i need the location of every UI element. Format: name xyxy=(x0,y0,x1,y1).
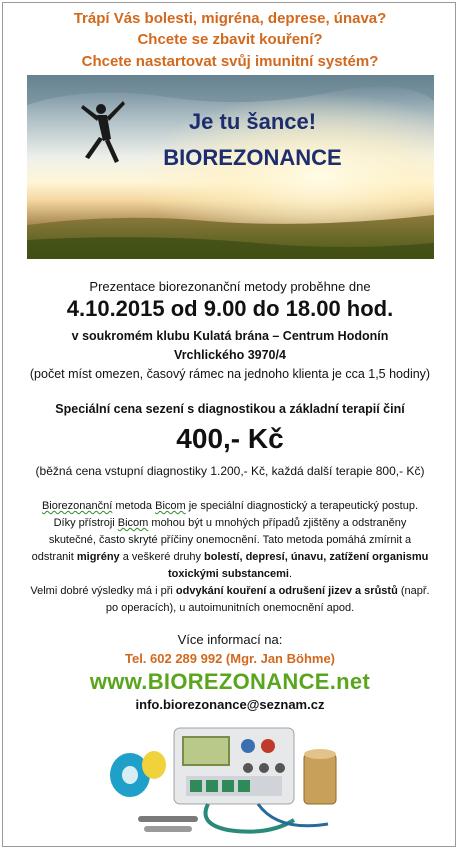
body-line-5 xyxy=(0,568,460,580)
bicom-word: Bicom xyxy=(117,517,149,529)
body-line-6 xyxy=(0,585,460,597)
body-line-3: skutečné, často skryté příčiny onemocnění. Tato metoda pomáhá zmírnit a xyxy=(48,534,412,546)
phone-number: Tel. 602 289 992 (Mgr. Jan Böhme) xyxy=(124,651,335,666)
hero-brand: BIOREZONANCE xyxy=(163,145,342,170)
hero-tagline: Je tu šance! xyxy=(188,109,317,134)
body-bold: migrény xyxy=(76,551,120,563)
headline-immunity: Chcete nastartovat svůj imunitní systém? xyxy=(81,53,379,70)
presentation-datetime: 4.10.2015 od 9.00 do 18.00 hod. xyxy=(66,296,394,321)
body-text: odstranit xyxy=(31,551,77,563)
more-info-label: Více informací na: xyxy=(177,632,283,647)
body-line-1 xyxy=(0,500,460,512)
body-line-4 xyxy=(0,551,460,563)
body-bold: zatížení organismu xyxy=(329,551,429,563)
presentation-intro xyxy=(0,279,460,294)
bicom-word: Bicom xyxy=(155,500,186,512)
body-text: (např. xyxy=(397,585,430,597)
presentation-intro-text: Prezentace biorezonanční metody proběhne dne xyxy=(89,279,371,294)
body-text: Velmi dobré výsledky má i při xyxy=(30,585,176,597)
website-link[interactable]: www.BIOREZONANCE.net xyxy=(89,669,371,694)
presentation-address: Vrchlického 3970/4 xyxy=(174,348,286,362)
presentation-venue: v soukromém klubu Kulatá brána – Centrum Hodonín xyxy=(71,329,389,343)
body-text: je speciální diagnostický a terapeutický postup. xyxy=(185,500,419,512)
presentation-note: (počet míst omezen, časový rámec na jednoho klienta je cca 1,5 hodiny) xyxy=(29,367,431,381)
offer-price: 400,- Kč xyxy=(176,423,284,454)
body-bold: toxickými substancemi xyxy=(167,568,289,580)
offer-note: (běžná cena vstupní diagnostiky 1.200,- Kč, každá další terapie 800,- Kč) xyxy=(35,464,425,478)
headline-smoking: Chcete se zbavit kouření? xyxy=(137,31,323,48)
body-text: a veškeré druhy xyxy=(119,551,205,563)
body-line-2 xyxy=(0,517,460,529)
headline-pain: Trápí Vás bolesti, migréna, deprese, únava? xyxy=(73,10,387,27)
bicom-device-image xyxy=(108,720,352,842)
offer-heading: Speciální cena sezení s diagnostikou a základní terapií činí xyxy=(55,402,405,416)
body-text: metoda xyxy=(112,500,156,512)
body-bold: bolestí, depresí, únavu, xyxy=(204,551,327,563)
body-line-7: po operacích), u autoimunitních onemocnění apod. xyxy=(105,602,355,614)
body-text: Díky přístroji xyxy=(53,517,118,529)
body-bold: odvykání kouření a odrušení jizev a srůstů xyxy=(175,585,398,597)
body-text: mohou být u mnohých případů zjištěny a odstraněny xyxy=(148,517,407,529)
biorezonancni-word: Biorezonanční xyxy=(41,500,113,512)
email-address[interactable]: info.biorezonance@seznam.cz xyxy=(135,697,325,712)
body-text: . xyxy=(289,568,293,580)
hero-image xyxy=(27,75,434,259)
